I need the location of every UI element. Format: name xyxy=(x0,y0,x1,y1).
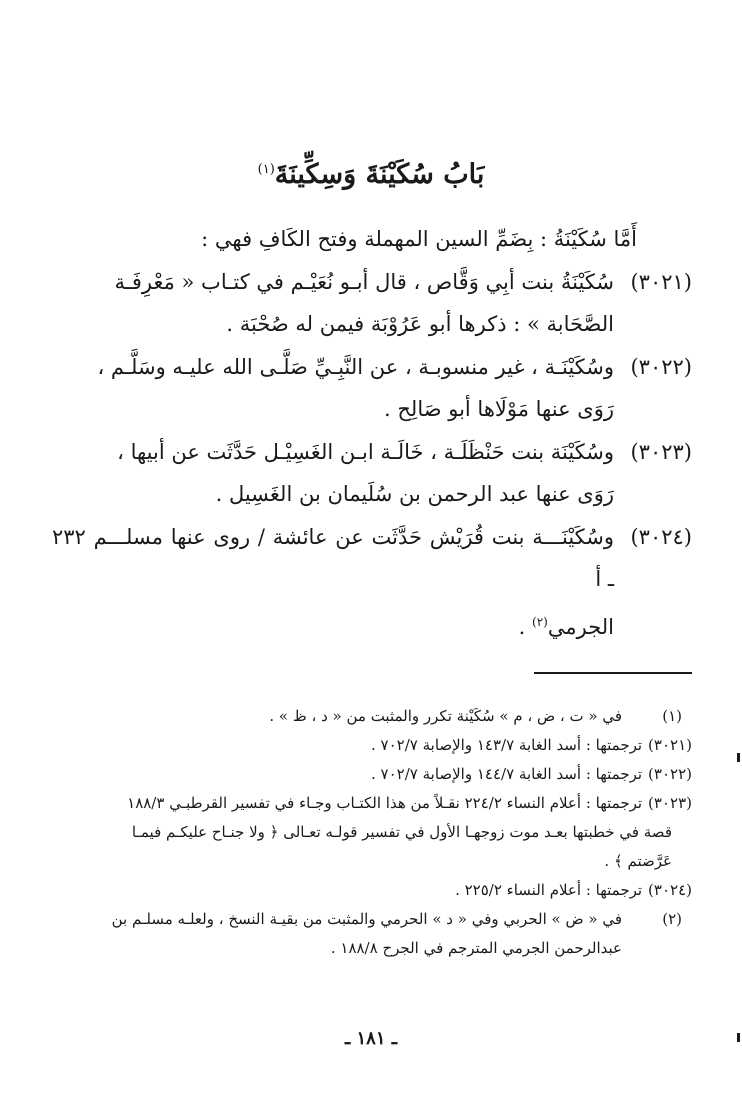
footnote-3023 xyxy=(42,789,692,818)
footnote-2 xyxy=(42,905,692,963)
entry-line: سُكَيْنَةُ بنت أبِي وَقَّاص ، قال أبـو نُعَيْـم في كتـاب « مَعْرِفَـة xyxy=(114,269,614,294)
entry-3021 xyxy=(52,261,692,346)
entry-line: الصَّحَابة » : ذكرها أبو عَرُوْبَة فيمن له صُحْبَة . xyxy=(226,312,614,336)
footnote-text: عبدالرحمن الجرمي المترجم في الجرح ١٨٨/٨ . xyxy=(330,939,622,957)
entry-body xyxy=(52,431,614,516)
footnote-text: في « ض » الحربي وفي « د » الحرمي والمثبت من بقيـة النسخ ، ولعلـه مسلـم بن xyxy=(111,910,622,928)
entry-number: (٣٠٢٤) xyxy=(630,524,692,549)
footnotes xyxy=(42,702,692,963)
entry-number: (٣٠٢٢) xyxy=(630,354,692,379)
entry-line-tail: . xyxy=(518,614,533,639)
margin-mark xyxy=(737,1033,740,1042)
entry-body xyxy=(52,516,614,649)
footnote-number: (٣٠٢١) xyxy=(648,736,692,754)
footnote-continuation: عَرَّضتم ﴾ . xyxy=(604,852,672,870)
entry-number: (٣٠٢٣) xyxy=(630,439,692,464)
entry-line: رَوَى عنها عبد الرحمن بن سُلَيمان بن الغَسِيل . xyxy=(215,482,614,506)
footnote-text: ترجمتها : أعلام النساء ٢٢٤/٢ نقـلاً من هذا الكتـاب وجـاء في تفسير القرطبـي ١٨٨/٣ xyxy=(127,794,643,812)
footnote-number: (٣٠٢٢) xyxy=(648,765,692,783)
footnote-separator xyxy=(534,672,692,674)
entry-line: وسُكَيْنَـة ، غير منسوبـة ، عن النَّبِـيِّ صَلَّـى الله عليـه وسَلَّـم ، xyxy=(97,354,614,379)
entry-line-last xyxy=(52,601,614,649)
intro-line: أَمَّا سُكَيْنَةُ : بِضَمِّ السين المهملة وفتح الكَافِ فهي : xyxy=(201,227,637,251)
main-text xyxy=(52,218,692,648)
entry-body xyxy=(52,261,614,346)
entry-line: وسُكَيْنَة بنت حَنْظَلَـة ، خَالَـة ابـن الغَسِيْـل حَدَّثَت عن أبيها ، xyxy=(117,439,614,464)
footnote-text-block xyxy=(42,905,622,963)
footnote-number: (٣٠٢٤) xyxy=(648,881,692,899)
entry-line: رَوَى عنها مَوْلَاها أبو صَالِح . xyxy=(384,397,614,421)
footnote-number: (٣٠٢٣) xyxy=(648,794,692,812)
footnote-3022 xyxy=(42,760,692,789)
footnote-3024 xyxy=(42,876,692,905)
footnote-3021 xyxy=(42,731,692,760)
entry-body xyxy=(52,346,614,431)
entry-3024 xyxy=(52,516,692,649)
entry-number: (٣٠٢١) xyxy=(630,269,692,294)
footnote-text: ترجمتها : أسد الغابة ١٤٣/٧ والإصابة ٧٠٢/٧ . xyxy=(371,736,643,754)
footnote-number: (١) xyxy=(662,707,682,725)
chapter-title-text: بَابُ سُكَيْنَةَ وَسِكِّينَةَ xyxy=(274,159,485,190)
margin-mark xyxy=(737,753,740,762)
footnote-text: ترجمتها : أسد الغابة ١٤٤/٧ والإصابة ٧٠٢/٧ . xyxy=(371,765,643,783)
footnote-1 xyxy=(42,702,692,731)
chapter-title xyxy=(0,150,742,195)
footnote-text: في « ت ، ض ، م » سُكَيْنة تكرر والمثبت من « د ، ظ » . xyxy=(269,707,622,725)
page-number: ـ ١٨١ ـ xyxy=(344,1028,398,1049)
entry-footnote-ref: (٢) xyxy=(532,614,548,629)
entry-3023 xyxy=(52,431,692,516)
entry-line-text: الجرمي xyxy=(547,614,614,639)
entry-line: وسُكَيْنَـــة بنت قُرَيْش حَدَّثَت عن عائشة / روى عنها مسلـــم ٢٣٢ ـ أ xyxy=(52,524,614,591)
footnote-text: ترجمتها : أعلام النساء ٢٢٥/٢ . xyxy=(455,881,643,899)
entry-3022 xyxy=(52,346,692,431)
footnote-continuation: قصة في خطبتها بعـد موت زوجهـا الأول في تفسير قولـه تعـالى ﴿ ولا جنـاح عليكـم فيمـا xyxy=(131,823,672,841)
footnote-number: (٢) xyxy=(662,910,682,928)
title-footnote-ref: (١) xyxy=(257,162,275,177)
